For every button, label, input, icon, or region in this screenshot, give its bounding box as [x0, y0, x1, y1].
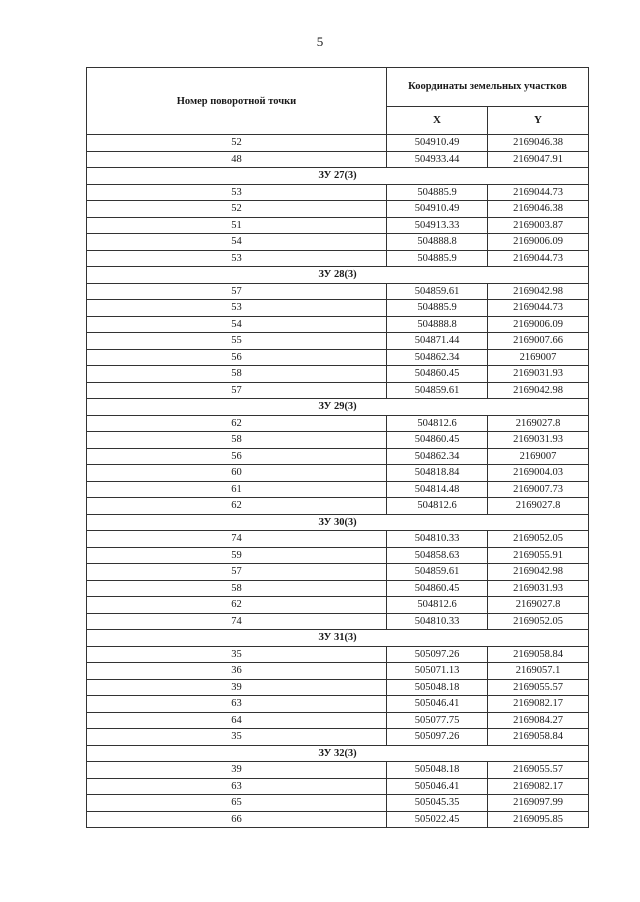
point-number-cell: 63 [87, 778, 387, 795]
point-number-cell: 64 [87, 712, 387, 729]
table-row [87, 465, 589, 482]
point-number-cell: 74 [87, 613, 387, 630]
point-number-cell: 57 [87, 382, 387, 399]
table-row [87, 415, 589, 432]
y-coordinate-cell: 2169055.57 [488, 762, 589, 779]
x-coordinate-cell: 504888.8 [387, 234, 488, 251]
parcel-label: ЗУ 32(3) [87, 745, 589, 762]
point-number-cell: 53 [87, 250, 387, 267]
y-coordinate-cell: 2169042.98 [488, 382, 589, 399]
table-row [87, 663, 589, 680]
table-row [87, 382, 589, 399]
point-number-cell: 35 [87, 646, 387, 663]
y-coordinate-cell: 2169044.73 [488, 184, 589, 201]
point-number-cell: 57 [87, 564, 387, 581]
table-row [87, 531, 589, 548]
parcel-label: ЗУ 31(3) [87, 630, 589, 647]
parcel-group-row [87, 168, 589, 185]
table-row [87, 151, 589, 168]
table-row [87, 597, 589, 614]
table-body [87, 135, 589, 828]
x-coordinate-cell: 505077.75 [387, 712, 488, 729]
point-number-cell: 52 [87, 201, 387, 218]
y-coordinate-cell: 2169003.87 [488, 217, 589, 234]
point-number-cell: 39 [87, 679, 387, 696]
table-row [87, 234, 589, 251]
y-coordinate-cell: 2169007.73 [488, 481, 589, 498]
point-number-cell: 51 [87, 217, 387, 234]
table-row [87, 646, 589, 663]
table-row [87, 498, 589, 515]
table-row [87, 811, 589, 828]
y-coordinate-cell: 2169042.98 [488, 564, 589, 581]
y-coordinate-cell: 2169027.8 [488, 597, 589, 614]
point-number-cell: 54 [87, 316, 387, 333]
table-row [87, 300, 589, 317]
point-number-cell: 65 [87, 795, 387, 812]
x-coordinate-cell: 504888.8 [387, 316, 488, 333]
point-number-cell: 36 [87, 663, 387, 680]
y-coordinate-cell: 2169055.91 [488, 547, 589, 564]
table-row [87, 729, 589, 746]
y-coordinate-cell: 2169057.1 [488, 663, 589, 680]
y-coordinate-cell: 2169031.93 [488, 580, 589, 597]
table-row [87, 250, 589, 267]
point-number-cell: 35 [87, 729, 387, 746]
x-coordinate-cell: 505048.18 [387, 679, 488, 696]
y-coordinate-cell: 2169042.98 [488, 283, 589, 300]
table-row [87, 283, 589, 300]
parcel-group-row [87, 399, 589, 416]
x-coordinate-cell: 504859.61 [387, 283, 488, 300]
y-coordinate-cell: 2169058.84 [488, 646, 589, 663]
parcel-label: ЗУ 28(3) [87, 267, 589, 284]
point-number-cell: 53 [87, 300, 387, 317]
x-coordinate-cell: 505071.13 [387, 663, 488, 680]
point-number-cell: 55 [87, 333, 387, 350]
table-row [87, 316, 589, 333]
x-coordinate-cell: 505097.26 [387, 729, 488, 746]
y-coordinate-cell: 2169044.73 [488, 300, 589, 317]
point-number-header: Номер поворотной точки [87, 68, 387, 135]
x-coordinate-cell: 505048.18 [387, 762, 488, 779]
point-number-cell: 58 [87, 366, 387, 383]
y-coordinate-cell: 2169046.38 [488, 135, 589, 152]
point-number-cell: 39 [87, 762, 387, 779]
x-coordinate-cell: 504885.9 [387, 250, 488, 267]
x-coordinate-cell: 504859.61 [387, 564, 488, 581]
parcel-group-row [87, 745, 589, 762]
y-coordinate-cell: 2169055.57 [488, 679, 589, 696]
table-row [87, 613, 589, 630]
table-row [87, 217, 589, 234]
point-number-cell: 48 [87, 151, 387, 168]
parcel-group-row [87, 630, 589, 647]
coordinates-header: Координаты земельных участков [387, 68, 589, 107]
y-coordinate-cell: 2169031.93 [488, 432, 589, 449]
point-number-cell: 61 [87, 481, 387, 498]
point-number-cell: 60 [87, 465, 387, 482]
y-coordinate-cell: 2169007.66 [488, 333, 589, 350]
table-row [87, 778, 589, 795]
table-row [87, 762, 589, 779]
y-coordinate-cell: 2169058.84 [488, 729, 589, 746]
x-coordinate-cell: 504859.61 [387, 382, 488, 399]
table-row [87, 366, 589, 383]
point-number-cell: 58 [87, 580, 387, 597]
x-coordinate-cell: 505046.41 [387, 778, 488, 795]
table-row [87, 349, 589, 366]
y-coordinate-cell: 2169006.09 [488, 234, 589, 251]
point-number-cell: 62 [87, 498, 387, 515]
x-coordinate-cell: 505022.45 [387, 811, 488, 828]
table-row [87, 696, 589, 713]
y-coordinate-cell: 2169052.05 [488, 613, 589, 630]
x-header: X [387, 106, 488, 134]
parcel-group-row [87, 514, 589, 531]
parcel-label: ЗУ 29(3) [87, 399, 589, 416]
x-coordinate-cell: 504812.6 [387, 498, 488, 515]
x-coordinate-cell: 504810.33 [387, 531, 488, 548]
point-number-cell: 63 [87, 696, 387, 713]
x-coordinate-cell: 504860.45 [387, 580, 488, 597]
table-row [87, 135, 589, 152]
y-coordinate-cell: 2169052.05 [488, 531, 589, 548]
parcel-label: ЗУ 30(3) [87, 514, 589, 531]
y-coordinate-cell: 2169082.17 [488, 696, 589, 713]
x-coordinate-cell: 504913.33 [387, 217, 488, 234]
x-coordinate-cell: 504814.48 [387, 481, 488, 498]
y-coordinate-cell: 2169097.99 [488, 795, 589, 812]
point-number-cell: 62 [87, 597, 387, 614]
y-coordinate-cell: 2169082.17 [488, 778, 589, 795]
point-number-cell: 62 [87, 415, 387, 432]
table-row [87, 679, 589, 696]
x-coordinate-cell: 504812.6 [387, 597, 488, 614]
x-coordinate-cell: 504885.9 [387, 184, 488, 201]
y-coordinate-cell: 2169095.85 [488, 811, 589, 828]
x-coordinate-cell: 504810.33 [387, 613, 488, 630]
x-coordinate-cell: 505046.41 [387, 696, 488, 713]
table-row [87, 547, 589, 564]
parcel-label: ЗУ 27(3) [87, 168, 589, 185]
point-number-cell: 57 [87, 283, 387, 300]
table-row [87, 201, 589, 218]
y-coordinate-cell: 2169004.03 [488, 465, 589, 482]
y-header: Y [488, 106, 589, 134]
table-row [87, 795, 589, 812]
point-number-cell: 66 [87, 811, 387, 828]
y-coordinate-cell: 2169044.73 [488, 250, 589, 267]
y-coordinate-cell: 2169031.93 [488, 366, 589, 383]
page-number: 5 [316, 34, 324, 49]
x-coordinate-cell: 504858.63 [387, 547, 488, 564]
x-coordinate-cell: 504933.44 [387, 151, 488, 168]
y-coordinate-cell: 2169006.09 [488, 316, 589, 333]
point-number-cell: 59 [87, 547, 387, 564]
table-row [87, 432, 589, 449]
coordinates-table [86, 67, 589, 828]
y-coordinate-cell: 2169084.27 [488, 712, 589, 729]
table-row [87, 481, 589, 498]
x-coordinate-cell: 504910.49 [387, 135, 488, 152]
x-coordinate-cell: 505097.26 [387, 646, 488, 663]
x-coordinate-cell: 504812.6 [387, 415, 488, 432]
x-coordinate-cell: 504871.44 [387, 333, 488, 350]
point-number-cell: 54 [87, 234, 387, 251]
x-coordinate-cell: 504910.49 [387, 201, 488, 218]
table-row [87, 333, 589, 350]
x-coordinate-cell: 504862.34 [387, 349, 488, 366]
point-number-cell: 56 [87, 448, 387, 465]
point-number-cell: 52 [87, 135, 387, 152]
table-row [87, 184, 589, 201]
x-coordinate-cell: 505045.35 [387, 795, 488, 812]
table-row [87, 448, 589, 465]
table-row [87, 712, 589, 729]
table-row [87, 580, 589, 597]
x-coordinate-cell: 504885.9 [387, 300, 488, 317]
y-coordinate-cell: 2169007 [488, 448, 589, 465]
y-coordinate-cell: 2169027.8 [488, 415, 589, 432]
point-number-cell: 58 [87, 432, 387, 449]
y-coordinate-cell: 2169046.38 [488, 201, 589, 218]
x-coordinate-cell: 504860.45 [387, 366, 488, 383]
x-coordinate-cell: 504860.45 [387, 432, 488, 449]
parcel-group-row [87, 267, 589, 284]
y-coordinate-cell: 2169047.91 [488, 151, 589, 168]
x-coordinate-cell: 504862.34 [387, 448, 488, 465]
y-coordinate-cell: 2169007 [488, 349, 589, 366]
point-number-cell: 53 [87, 184, 387, 201]
point-number-cell: 74 [87, 531, 387, 548]
y-coordinate-cell: 2169027.8 [488, 498, 589, 515]
table-row [87, 564, 589, 581]
x-coordinate-cell: 504818.84 [387, 465, 488, 482]
point-number-cell: 56 [87, 349, 387, 366]
